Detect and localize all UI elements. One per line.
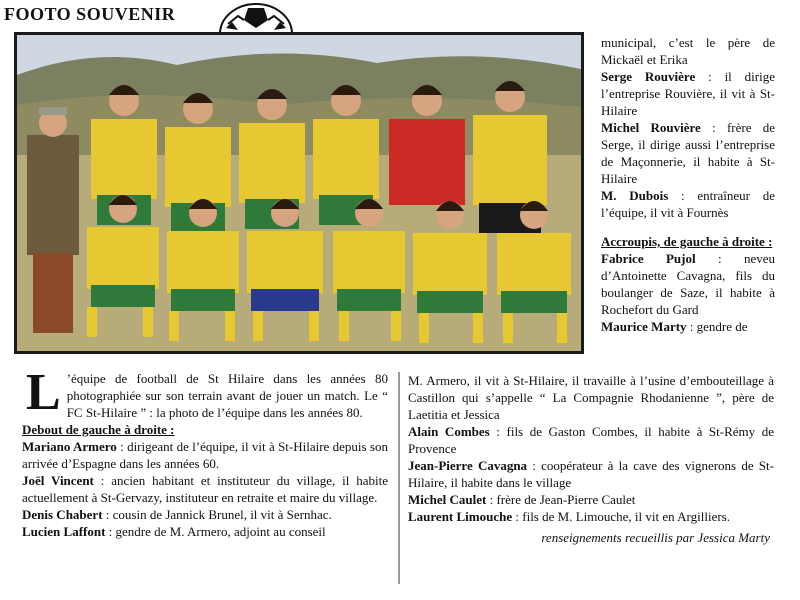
person-name: Joël Vincent bbox=[22, 473, 94, 488]
section-heading: Accroupis, de gauche à droite : bbox=[601, 234, 773, 249]
person-name: Michel Rouvière bbox=[601, 120, 701, 135]
list-item bbox=[601, 68, 775, 119]
person-name: Laurent Limouche bbox=[408, 509, 513, 524]
football-icon bbox=[218, 2, 294, 34]
person-name: Maurice Marty bbox=[601, 319, 687, 334]
person-name: Serge Rouvière bbox=[601, 69, 696, 84]
person-name: Jean-Pierre Cavagna bbox=[408, 458, 528, 473]
list-item bbox=[408, 508, 774, 525]
list-item bbox=[601, 318, 775, 335]
person-description: : ancien habitant et instituteur du village, il habite actuellement à St-Gervazy, instituteur en retraite et maire du village. bbox=[22, 473, 388, 505]
intro-paragraph bbox=[22, 364, 388, 421]
person-name: Lucien Laffont bbox=[22, 524, 106, 539]
person-description: : gendre de M. Armero, adjoint au conseil bbox=[105, 524, 326, 539]
intro-text: ’équipe de football de St Hilaire dans les années 80 photographiée sur son terrain avant de jouer un match. Le “ FC St-Hilaire ” : la photo de l’équipe dans les années 80. bbox=[66, 371, 388, 420]
list-item bbox=[601, 187, 775, 221]
page-title: FOOTO SOUVENIR bbox=[4, 4, 176, 24]
list-item bbox=[601, 250, 775, 318]
person-name: Fabrice Pujol bbox=[601, 251, 696, 266]
right-column bbox=[601, 34, 775, 335]
list-item bbox=[22, 438, 388, 472]
person-description: : cousin de Jannick Brunel, il vit à Sernhac. bbox=[102, 507, 332, 522]
person-description: : fils de M. Limouche, il vit en Argilliers. bbox=[512, 509, 730, 524]
team-photo bbox=[14, 32, 584, 354]
list-item bbox=[22, 472, 388, 506]
person-description: : frère de Jean-Pierre Caulet bbox=[486, 492, 636, 507]
list-item bbox=[22, 523, 388, 540]
credit-line: renseignements recueillis par Jessica Marty bbox=[541, 530, 770, 545]
drop-cap: L bbox=[26, 364, 61, 421]
continuation-text: municipal, c’est le père de Mickaël et Erika bbox=[601, 35, 775, 67]
list-item bbox=[22, 506, 388, 523]
list-item bbox=[601, 119, 775, 187]
person-description: : fils de Gaston Combes, il habite à St-Rémy de Provence bbox=[408, 424, 775, 456]
list-item bbox=[408, 491, 774, 508]
person-description: : frère de Serge, il dirige aussi l’entreprise de Maçonnerie, il habite à St-Hilaire bbox=[601, 120, 775, 186]
bottom-left-column bbox=[22, 364, 388, 540]
person-name: Denis Chabert bbox=[22, 507, 103, 522]
person-description: : gendre de bbox=[686, 319, 748, 334]
section-heading: Debout de gauche à droite : bbox=[22, 422, 175, 437]
list-item bbox=[408, 457, 774, 491]
person-name: Alain Combes bbox=[408, 424, 490, 439]
team-photo-illustration bbox=[17, 35, 581, 351]
person-name: M. Dubois bbox=[601, 188, 669, 203]
person-name: Mariano Armero bbox=[22, 439, 117, 454]
person-description: : neveu d’Antoinette Cavagna, fils du boulanger de Saze, il habite à Rochefort du Gard bbox=[601, 251, 775, 317]
person-description: : entraîneur de l’équipe, il vit à Fournès bbox=[601, 188, 775, 220]
person-description: : dirigeant de l’équipe, il vit à St-Hilaire depuis son arrivée d’Espagne dans les années 60. bbox=[22, 439, 388, 471]
column-divider bbox=[398, 372, 400, 584]
list-item bbox=[408, 423, 774, 457]
person-name: Michel Caulet bbox=[408, 492, 487, 507]
bottom-right-column bbox=[408, 372, 774, 546]
person-description: : il dirige l’entreprise Rouvière, il vit à St-Hilaire bbox=[601, 69, 775, 118]
person-description: : coopérateur à la cave des vignerons de St-Hilaire, il habite dans le village bbox=[408, 458, 774, 490]
continuation-text: M. Armero, il vit à St-Hilaire, il travaille à l’usine d’embouteillage à Castillon qui s’appelle “ La Compagnie Rhodanienne ”, père de Laetitia et Jessica bbox=[408, 373, 774, 422]
